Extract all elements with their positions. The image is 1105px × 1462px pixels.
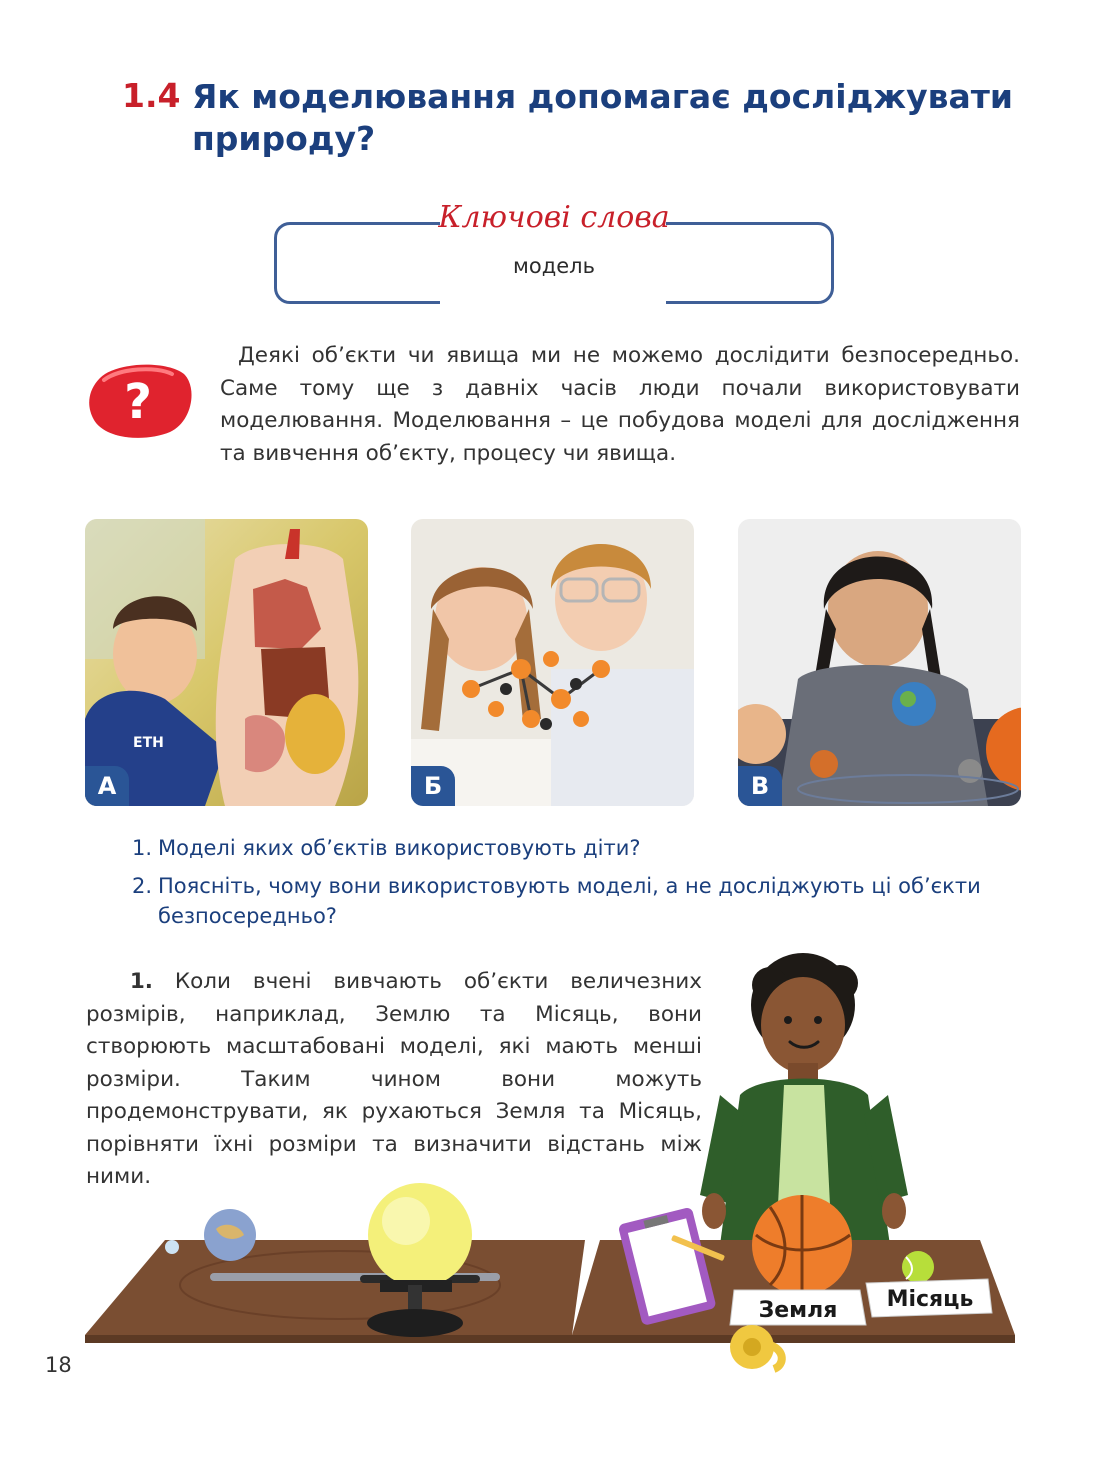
question-item (132, 871, 992, 931)
question-number: 2. (132, 874, 153, 898)
paragraph-number: 1. (129, 969, 153, 994)
question-item (132, 833, 992, 863)
label-moon: Місяць (886, 1287, 974, 1312)
paragraph-text: Коли вчені вивчають об’єкти величезних розмірів, наприклад, Землю та Місяць, вони створюють масштабовані моделі, які мають менші розміри. Таким чином вони можуть продемонструвати, як рухаються Земля та Місяць, порівняти їхні розміри та визначити відстань між ними. (86, 969, 702, 1189)
section-title: Як моделювання допомагає досліджувати природу? (192, 77, 1014, 158)
intro-paragraph: Деякі об’єкти чи явища ми не можемо дослідити безпосередньо. Саме тому ще з давніх часів люди почали використовувати моделювання. Моделювання – це побудова моделі для дослідження та вивчення об’єкту, процесу чи явища. (220, 343, 1020, 466)
photo-anatomy-model (85, 519, 368, 806)
section-number: 1.4 (122, 76, 181, 115)
question-text: Моделі яких об’єктів використовують діти? (158, 836, 641, 860)
photo-label-c: В (738, 766, 782, 806)
questions-list (132, 833, 992, 939)
question-number: 1. (132, 836, 153, 860)
question-text: Поясніть, чому вони використовують моделі, а не досліджують ці об’єкти безпосередньо? (158, 874, 981, 928)
paragraph-1 (86, 966, 702, 1194)
label-earth: Земля (758, 1298, 838, 1323)
photo-label-a: А (85, 766, 129, 806)
photo-molecule-model (411, 519, 694, 806)
svg-text:ETH: ETH (133, 735, 164, 751)
keyword-model: модель (513, 254, 595, 278)
svg-text:?: ? (124, 374, 152, 430)
photo-solar-system-model (738, 519, 1021, 806)
keywords-title: Ключові слова (438, 200, 670, 235)
page-number: 18 (45, 1353, 72, 1377)
photo-label-b: Б (411, 766, 455, 806)
question-mark-icon (86, 360, 194, 440)
